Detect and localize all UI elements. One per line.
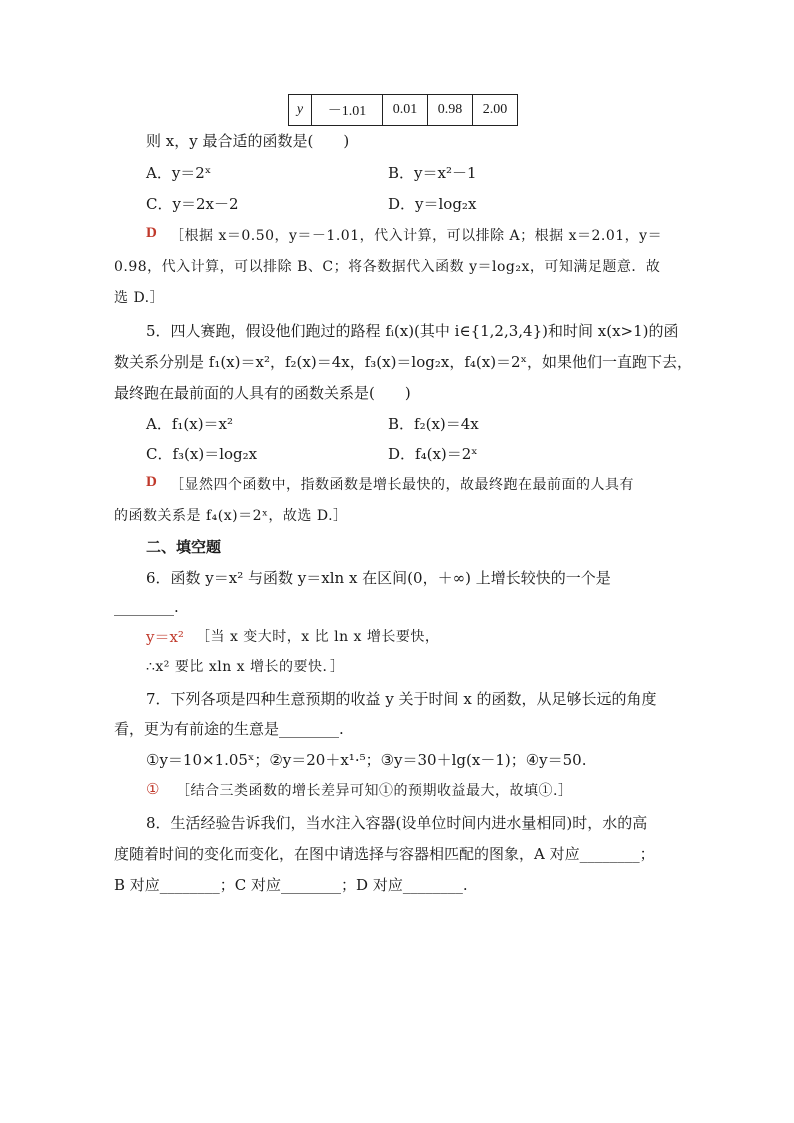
- q6-blank: ________.: [114, 598, 179, 616]
- q4-option-d: D．y＝log₂x: [388, 195, 477, 213]
- q4-explanation-line2: 0.98，代入计算，可以排除 B、C；将各数据代入函数 y＝log₂x，可知满足题意．故: [114, 259, 661, 275]
- q7-stem-line1: 7．下列各项是四种生意预期的收益 y 关于时间 x 的函数，从足够长远的角度: [146, 690, 657, 708]
- q8-stem-line2: 度随着时间的变化而变化，在图中请选择与容器相匹配的图象，A 对应________；: [114, 845, 655, 863]
- q8-stem-line3: B 对应________；C 对应________；D 对应________.: [114, 876, 468, 894]
- q4-answer: D: [146, 225, 157, 241]
- q8-stem-line1: 8．生活经验告诉我们，当水注入容器(设单位时间内进水量相同)时，水的高: [146, 814, 648, 832]
- q5-stem-line1: 5．四人赛跑，假设他们跑过的路程 fᵢ(x)(其中 i∈{1,2,3,4})和时间 x(x>1)的函: [146, 322, 679, 340]
- q6-stem-line1: 6．函数 y＝x² 与函数 y＝xln x 在区间(0，＋∞) 上增长较快的一个是: [146, 569, 611, 587]
- table-cell: 0.98: [428, 95, 473, 126]
- q6-explanation-line2: ∴x² 要比 xln x 增长的要快．］: [146, 659, 345, 675]
- q7-stem-line2: 看，更为有前途的生意是________.: [114, 720, 344, 738]
- q6-answer: y＝x²: [146, 628, 184, 646]
- table-header-y: y: [289, 95, 312, 126]
- q5-explanation-line2: 的函数关系是 f₄(x)＝2ˣ，故选 D.］: [114, 508, 348, 524]
- q7-explanation: ［结合三类函数的增长差异可知①的预期收益最大，故填①.］: [176, 783, 573, 799]
- q5-option-b: B．f₂(x)＝4x: [388, 415, 479, 433]
- q4-option-c: C．y＝2x－2: [146, 195, 239, 213]
- q5-stem-line3: 最终跑在最前面的人具有的函数关系是( ): [114, 384, 411, 402]
- table-row: [289, 95, 518, 126]
- table-cell: －1.01: [312, 95, 383, 126]
- q4-option-a: A．y＝2ˣ: [146, 164, 212, 182]
- q5-option-c: C．f₃(x)＝log₂x: [146, 445, 258, 463]
- q6-explanation-line1: ［当 x 变大时，x 比 ln x 增长要快，: [196, 629, 440, 645]
- q4-explanation-line3: 选 D.］: [114, 290, 165, 306]
- q5-option-d: D．f₄(x)＝2ˣ: [388, 445, 478, 463]
- q5-answer: D: [146, 474, 157, 490]
- q4-option-b: B．y＝x²－1: [388, 164, 477, 182]
- q4-explanation-line1: ［根据 x＝0.50，y＝－1.01，代入计算，可以排除 A；根据 x＝2.01，y＝: [170, 228, 663, 244]
- value-table: [288, 94, 518, 126]
- q7-answer: ①: [146, 780, 160, 798]
- section-title: 二、填空题: [146, 538, 222, 556]
- table-cell: 0.01: [383, 95, 428, 126]
- q4-stem: 则 x，y 最合适的函数是( ): [146, 132, 350, 150]
- q7-options: ①y＝10×1.05ˣ；②y＝20＋x¹·⁵；③y＝30＋lg(x－1)；④y＝50.: [146, 751, 587, 769]
- q5-explanation-line1: ［显然四个函数中，指数函数是增长最快的，故最终跑在最前面的人具有: [170, 477, 634, 493]
- table-cell: 2.00: [473, 95, 518, 126]
- q5-option-a: A．f₁(x)＝x²: [146, 415, 234, 433]
- q5-stem-line2: 数关系分别是 f₁(x)＝x²，f₂(x)＝4x，f₃(x)＝log₂x，f₄(x)＝2ˣ，如果他们一直跑下去，: [114, 353, 692, 371]
